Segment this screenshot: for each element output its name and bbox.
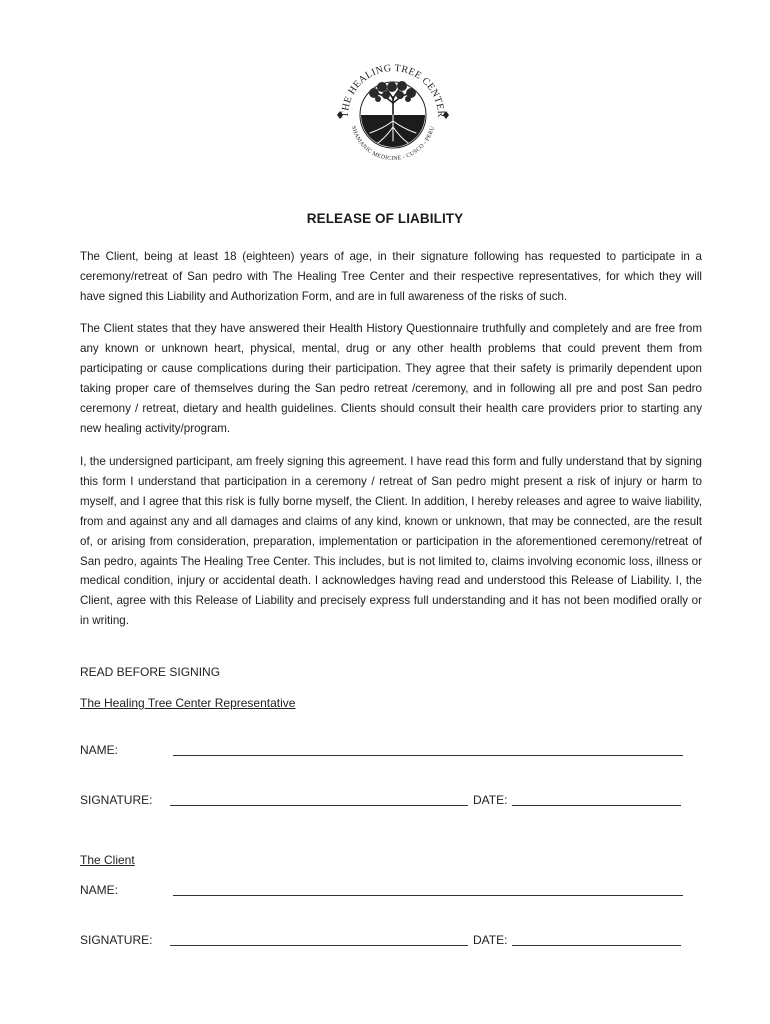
read-before-signing: READ BEFORE SIGNING bbox=[80, 665, 221, 679]
representative-name-field[interactable] bbox=[173, 755, 683, 756]
representative-date-field[interactable] bbox=[512, 805, 681, 806]
healing-tree-center-logo bbox=[326, 49, 460, 171]
representative-signature-field[interactable] bbox=[170, 805, 468, 806]
representative-heading: The Healing Tree Center Representative bbox=[80, 696, 296, 710]
document-title: RELEASE OF LIABILITY bbox=[306, 211, 464, 226]
representative-signature-label: SIGNATURE: bbox=[80, 793, 153, 807]
client-name-label: NAME: bbox=[80, 883, 119, 897]
client-name-field[interactable] bbox=[173, 895, 683, 896]
client-date-field[interactable] bbox=[512, 945, 681, 946]
client-signature-label: SIGNATURE: bbox=[80, 933, 153, 947]
client-heading: The Client bbox=[80, 853, 135, 867]
client-signature-field[interactable] bbox=[170, 945, 468, 946]
logo-arc-bottom-text: SHAMANIC MEDICINE - CUSCO - PERU bbox=[349, 125, 437, 162]
representative-date-label: DATE: bbox=[473, 793, 508, 807]
paragraph-client-request: The Client, being at least 18 (eighteen) years of age, in their signature following has requested to participate in a ceremony/retreat of San pedro with The Healing Tree Center and their respective representatives, for which they will have signed this Liability and Authorization Form, and are in full awareness of the risks of such. bbox=[80, 250, 702, 303]
paragraph-waiver: I, the undersigned participant, am freely signing this agreement. I have read this form and fully understand that by signing this form I understand that participation in a ceremony / retreat of San pedro might present a risk of injury or harm to myself, and I agree that this risk is fully borne myself, the Client. In addition, I hereby releases and agree to waive liability, from and against any and all damages and claims of any kind, known or unknown, that may be connected, are the result of, or arising from consideration, preparation, implementation or participation in the aforementioned ceremony/retreat of San pedro, againts The Healing Tree Center. This includes, but is not limited to, claims involving economic loss, illness or medical condition, injury or accidental death. I acknowledges having read and understood this Release of Liability. I, the Client, agree with this Release of Liability and precisely express full understanding and it has not been modified orally or in writing. bbox=[80, 455, 702, 628]
client-date-label: DATE: bbox=[473, 933, 508, 947]
paragraph-health-statement: The Client states that they have answered their Health History Questionnaire truthfully and completely and are free from any known or unknown heart, physical, mental, drug or any other health problems that could prevent them from participating or cause complications during their participation. They agree that their safety is primarily dependent upon taking proper care of themselves during the San pedro retreat /ceremony, and in following all pre and post San pedro ceremony / retreat, dietary and health guidelines. Clients should consult their health care providers prior to starting any new healing activity/program. bbox=[80, 322, 702, 435]
logo-arc-top-text: THE HEALING TREE CENTER bbox=[339, 62, 447, 118]
representative-name-label: NAME: bbox=[80, 743, 119, 757]
